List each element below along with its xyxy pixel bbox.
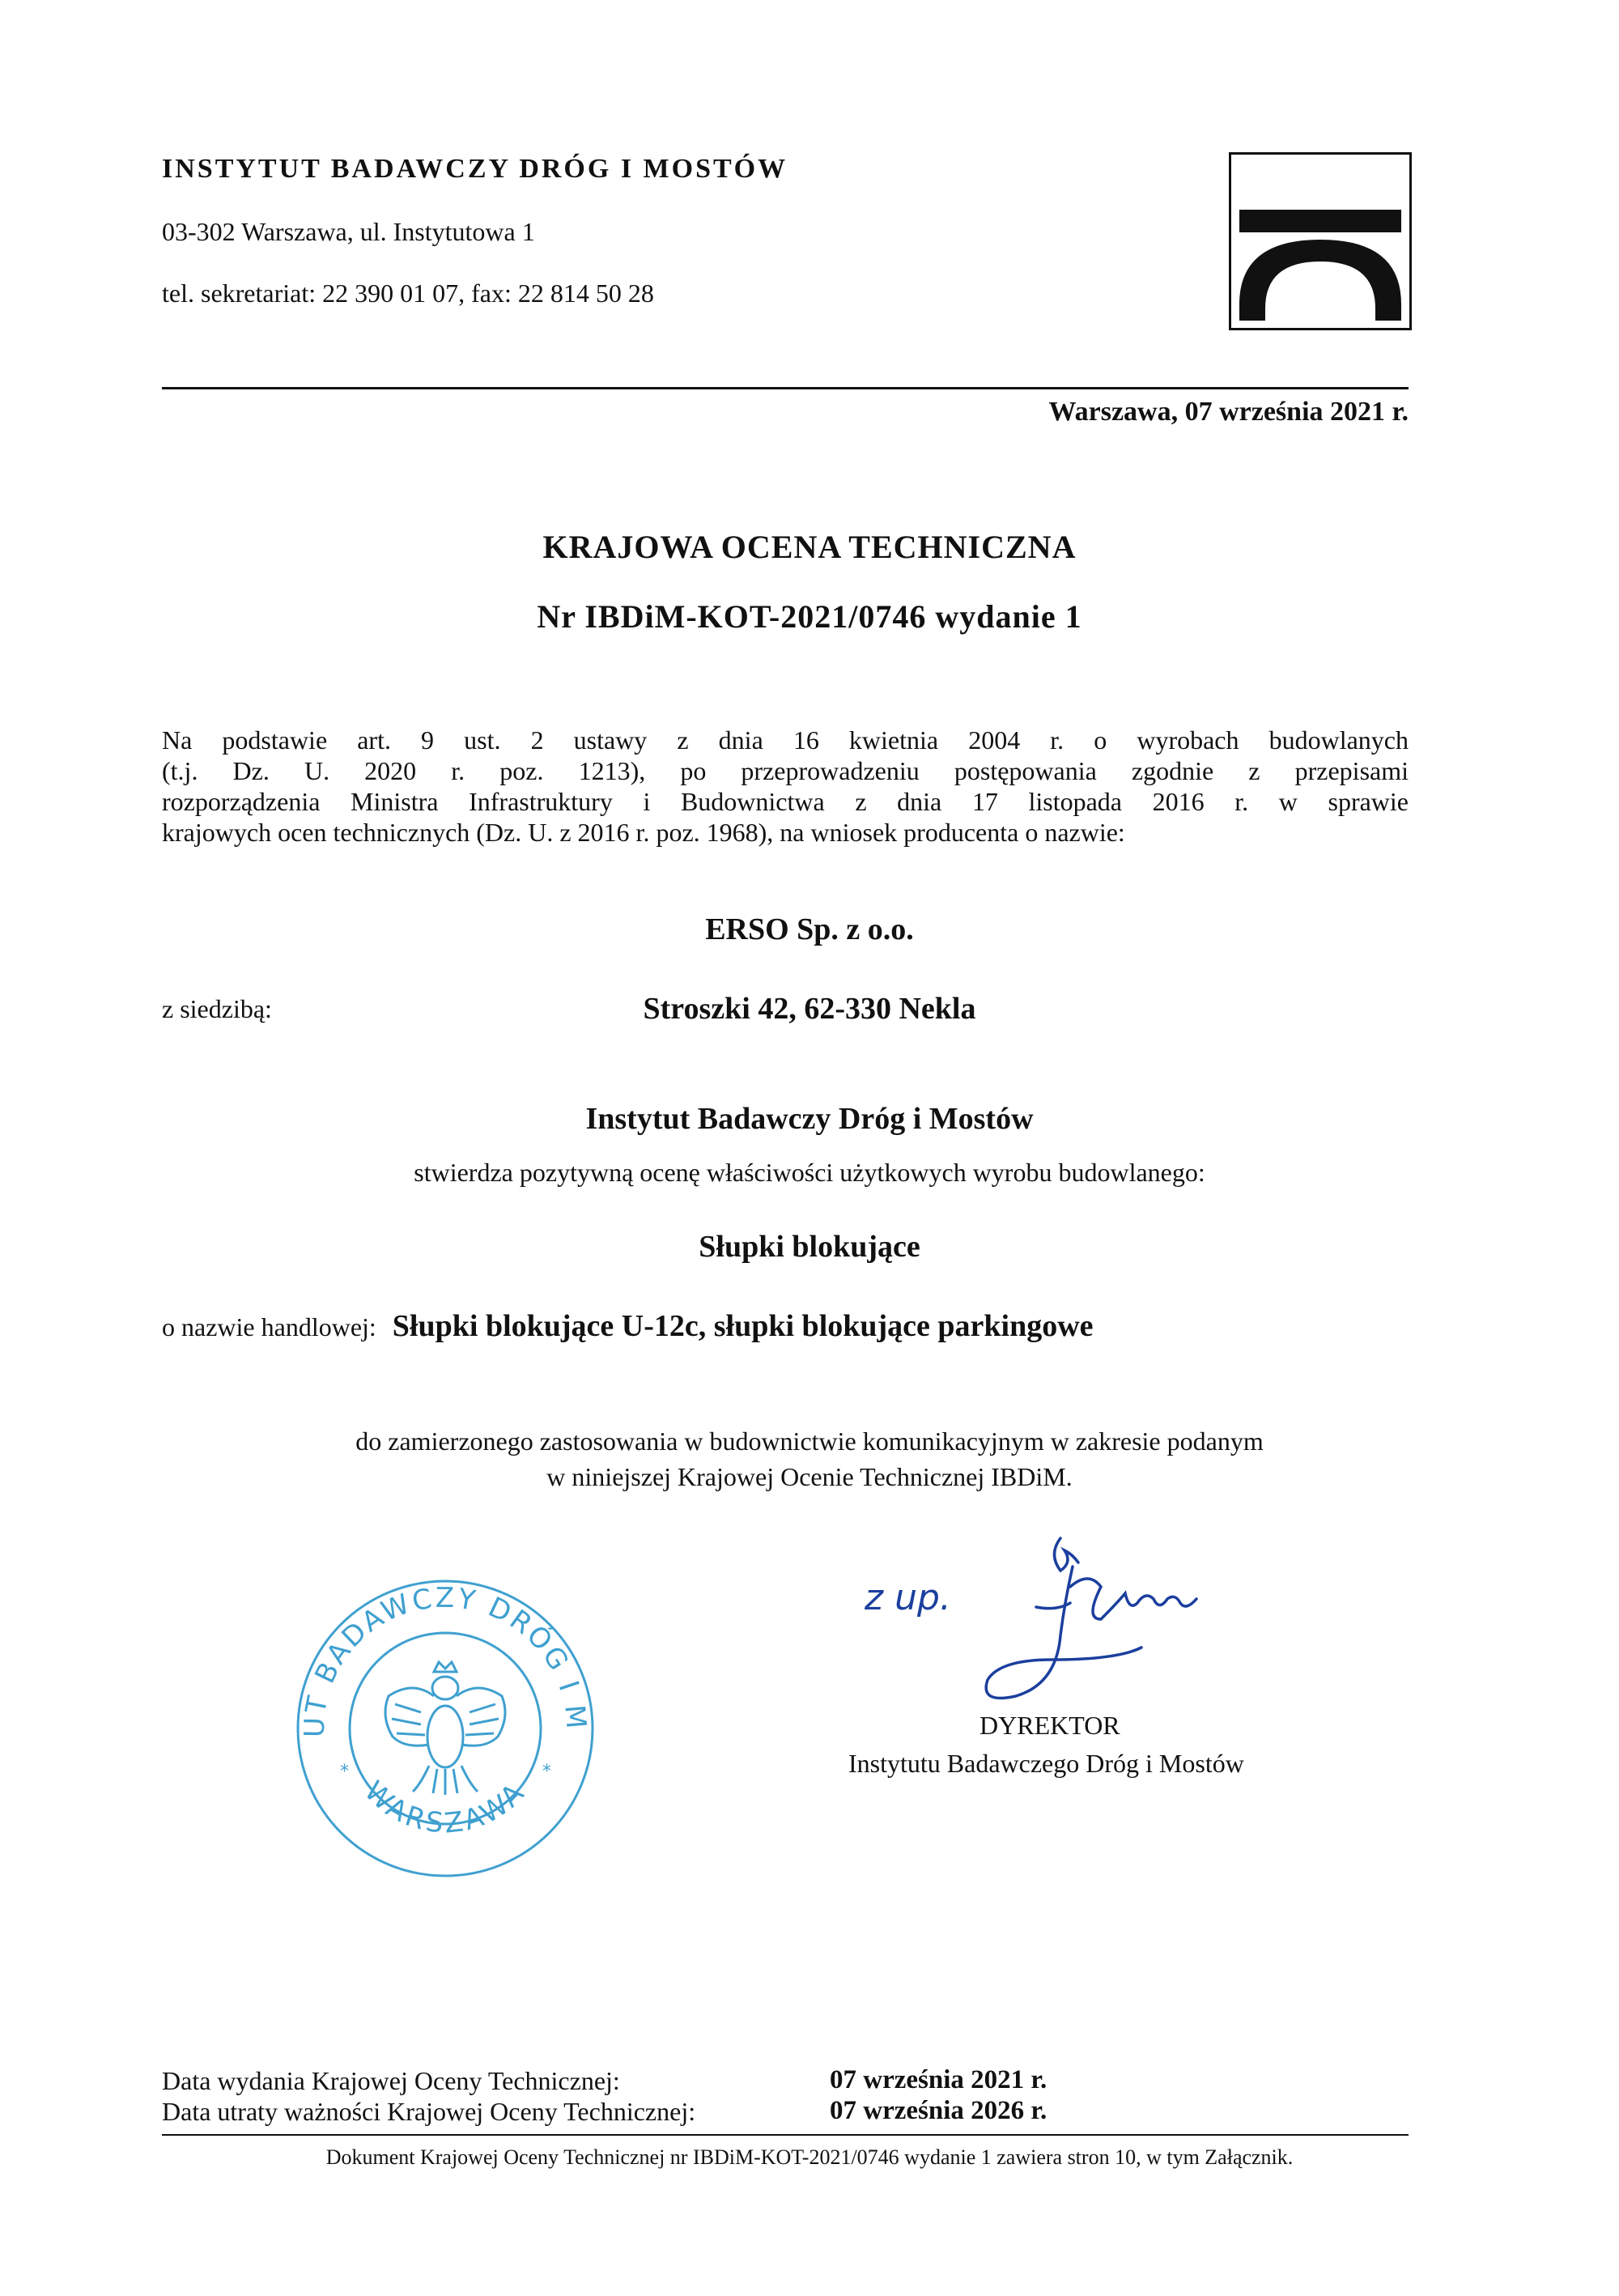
seat-label: z siedzibą: xyxy=(162,994,272,1023)
stamp-city: WARSZAWA xyxy=(358,1775,533,1840)
footer-divider xyxy=(162,2134,1409,2136)
director-signature xyxy=(858,1522,1247,1708)
usage-line: w niniejszej Krajowej Ocenie Technicznej IBDiM. xyxy=(546,1462,1073,1491)
document-number: Nr IBDiM-KOT-2021/0746 wydanie 1 xyxy=(537,598,1082,635)
issue-date-value: 07 września 2021 r. xyxy=(830,2065,1047,2094)
paragraph-line: krajowych ocen technicznych (Dz. U. z 2016 r. poz. 1968), na wniosek producenta o nazwie: xyxy=(162,818,1125,847)
trade-name-row xyxy=(162,1308,1094,1344)
paragraph-line: Na podstawie art. 9 ust. 2 ustawy z dnia 16 kwietnia 2004 r. o wyrobach budowlanych xyxy=(162,725,1409,755)
paragraph-line: rozporządzenia Ministra Infrastruktury i Budownictwa z dnia 17 listopada 2016 r. w sprawie xyxy=(162,787,1409,816)
eagle-emblem-icon xyxy=(385,1662,505,1795)
seat-value: Stroszki 42, 62-330 Nekla xyxy=(643,992,976,1026)
svg-text:*: * xyxy=(542,1762,551,1782)
paragraph-line: (t.j. Dz. U. 2020 r. poz. 1213), po przeprowadzeniu postępowania zgodnie z przepisami xyxy=(162,756,1409,785)
issue-place-date: Warszawa, 07 września 2021 r. xyxy=(1048,397,1409,427)
stamp-ring-text: UT BADAWCZY DRÓG I M xyxy=(298,1581,593,1738)
usage-line: do zamierzonego zastosowania w budownictwie komunikacyjnym w zakresie podanym xyxy=(355,1426,1264,1456)
assessment-statement: stwierdza pozytywną ocenę właściwości użytkowych wyrobu budowlanego: xyxy=(414,1158,1205,1187)
institute-address: 03-302 Warszawa, ul. Instytutowa 1 xyxy=(162,217,535,246)
institute-name: INSTYTUT BADAWCZY DRÓG I MOSTÓW xyxy=(162,154,788,184)
expiry-date-label: Data utraty ważności Krajowej Oceny Technicznej: xyxy=(162,2097,696,2126)
signatory-organization: Instytutu Badawczego Dróg i Mostów xyxy=(848,1749,1244,1778)
ibdim-logo-icon xyxy=(1229,152,1412,330)
assessing-institute: Instytut Badawczy Dróg i Mostów xyxy=(585,1102,1034,1136)
trade-name-value: Słupki blokujące U-12c, słupki blokujące parkingowe xyxy=(392,1309,1094,1343)
expiry-date-value: 07 września 2026 r. xyxy=(830,2096,1047,2125)
official-stamp xyxy=(291,1575,599,1882)
header-divider xyxy=(162,387,1409,389)
issue-date-label: Data wydania Krajowej Oceny Technicznej: xyxy=(162,2066,620,2095)
trade-name-label: o nazwie handlowej: xyxy=(162,1312,376,1341)
legal-basis-paragraph xyxy=(162,725,1409,848)
producer-name: ERSO Sp. z o.o. xyxy=(705,912,914,946)
footer-note: Dokument Krajowej Oceny Technicznej nr IBDiM-KOT-2021/0746 wydanie 1 zawiera stron 10, w tym Załącznik. xyxy=(325,2145,1294,2169)
signature-handwriting: z up. xyxy=(865,1577,951,1618)
signatory-role: DYREKTOR xyxy=(979,1711,1120,1740)
institute-phones: tel. sekretariat: 22 390 01 07, fax: 22 814 50 28 xyxy=(162,278,654,308)
svg-text:*: * xyxy=(340,1762,349,1782)
document-title: KRAJOWA OCENA TECHNICZNA xyxy=(542,529,1077,565)
product-name: Słupki blokujące xyxy=(699,1230,920,1264)
